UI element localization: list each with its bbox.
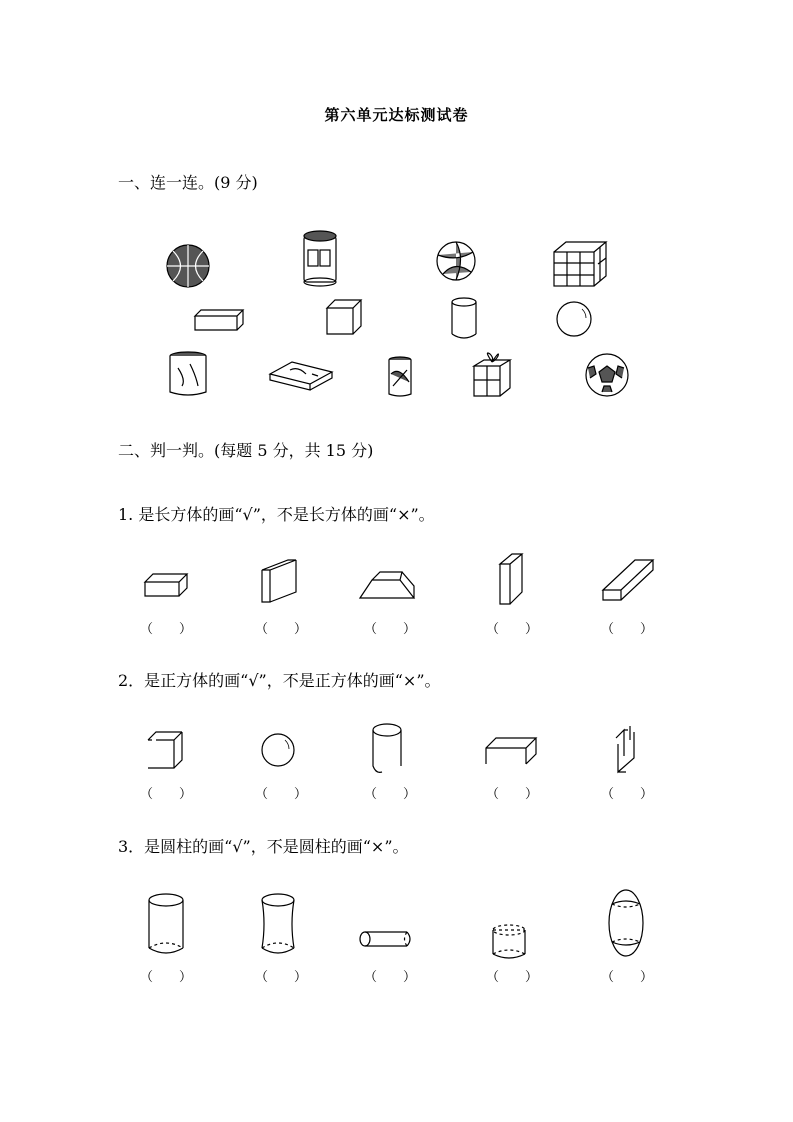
- question-2: 2．是正方体的画“√”，不是正方体的画“×”。: [118, 671, 441, 690]
- q1-answer-2[interactable]: （ ）: [254, 622, 307, 637]
- q2-fragment-icon: [612, 724, 642, 774]
- drink-can-icon: [387, 356, 413, 398]
- q2-partial-cube-icon: [146, 730, 184, 770]
- q1-answer-4[interactable]: （ ）: [485, 622, 538, 637]
- q2-open-box-icon: [484, 736, 538, 766]
- soccer-ball-icon: [584, 352, 630, 398]
- tea-tin-icon: [168, 350, 208, 398]
- q2-answer-3[interactable]: （ ）: [363, 787, 416, 802]
- q3-short-cylinder-icon: [490, 922, 528, 962]
- q2-answer-4[interactable]: （ ）: [485, 787, 538, 802]
- q3-concave-cylinder-icon: [258, 892, 298, 956]
- cube-icon: [325, 298, 363, 336]
- sphere-icon: [555, 300, 593, 338]
- question-1: 1. 是长方体的画“√”，不是长方体的画“×”。: [118, 505, 435, 524]
- section1-heading: 一、连一连。(9 分): [118, 173, 258, 192]
- volleyball-icon: [435, 240, 477, 282]
- q2-answer-5[interactable]: （ ）: [600, 787, 653, 802]
- q3-horizontal-cylinder-icon: [357, 930, 415, 948]
- q1-tall-cuboid-icon: [498, 552, 526, 606]
- soda-can-icon: [302, 230, 338, 286]
- q3-cylinder-icon: [146, 892, 186, 956]
- q3-answer-5[interactable]: （ ）: [600, 970, 653, 985]
- q3-answer-2[interactable]: （ ）: [254, 970, 307, 985]
- q1-cuboid-upright-icon: [260, 558, 298, 604]
- q2-answer-2[interactable]: （ ）: [254, 787, 307, 802]
- q1-answer-1[interactable]: （ ）: [139, 622, 192, 637]
- gift-box-icon: [470, 348, 512, 400]
- q3-answer-1[interactable]: （ ）: [139, 970, 192, 985]
- basketball-icon: [165, 243, 211, 289]
- q3-answer-4[interactable]: （ ）: [485, 970, 538, 985]
- q2-sphere-icon: [260, 732, 296, 768]
- q1-answer-5[interactable]: （ ）: [600, 622, 653, 637]
- q2-answer-1[interactable]: （ ）: [139, 787, 192, 802]
- q1-cuboid-flat-icon: [143, 572, 189, 598]
- section2-heading: 二、判一判。(每题 5 分，共 15 分): [118, 441, 374, 460]
- q3-answer-3[interactable]: （ ）: [363, 970, 416, 985]
- q1-answer-3[interactable]: （ ）: [363, 622, 416, 637]
- page-title: 第六单元达标测试卷: [324, 106, 469, 124]
- rubiks-cube-icon: [552, 240, 608, 288]
- question-3: 3．是圆柱的画“√”，不是圆柱的画“×”。: [118, 837, 409, 856]
- cuboid-icon: [193, 308, 245, 332]
- cylinder-icon: [450, 296, 478, 340]
- q1-frustum-icon: [358, 570, 416, 600]
- box-icon: [268, 360, 334, 392]
- q1-slanted-cuboid-icon: [601, 558, 655, 602]
- q3-barrel-icon: [606, 888, 646, 958]
- q2-open-cylinder-icon: [370, 722, 404, 776]
